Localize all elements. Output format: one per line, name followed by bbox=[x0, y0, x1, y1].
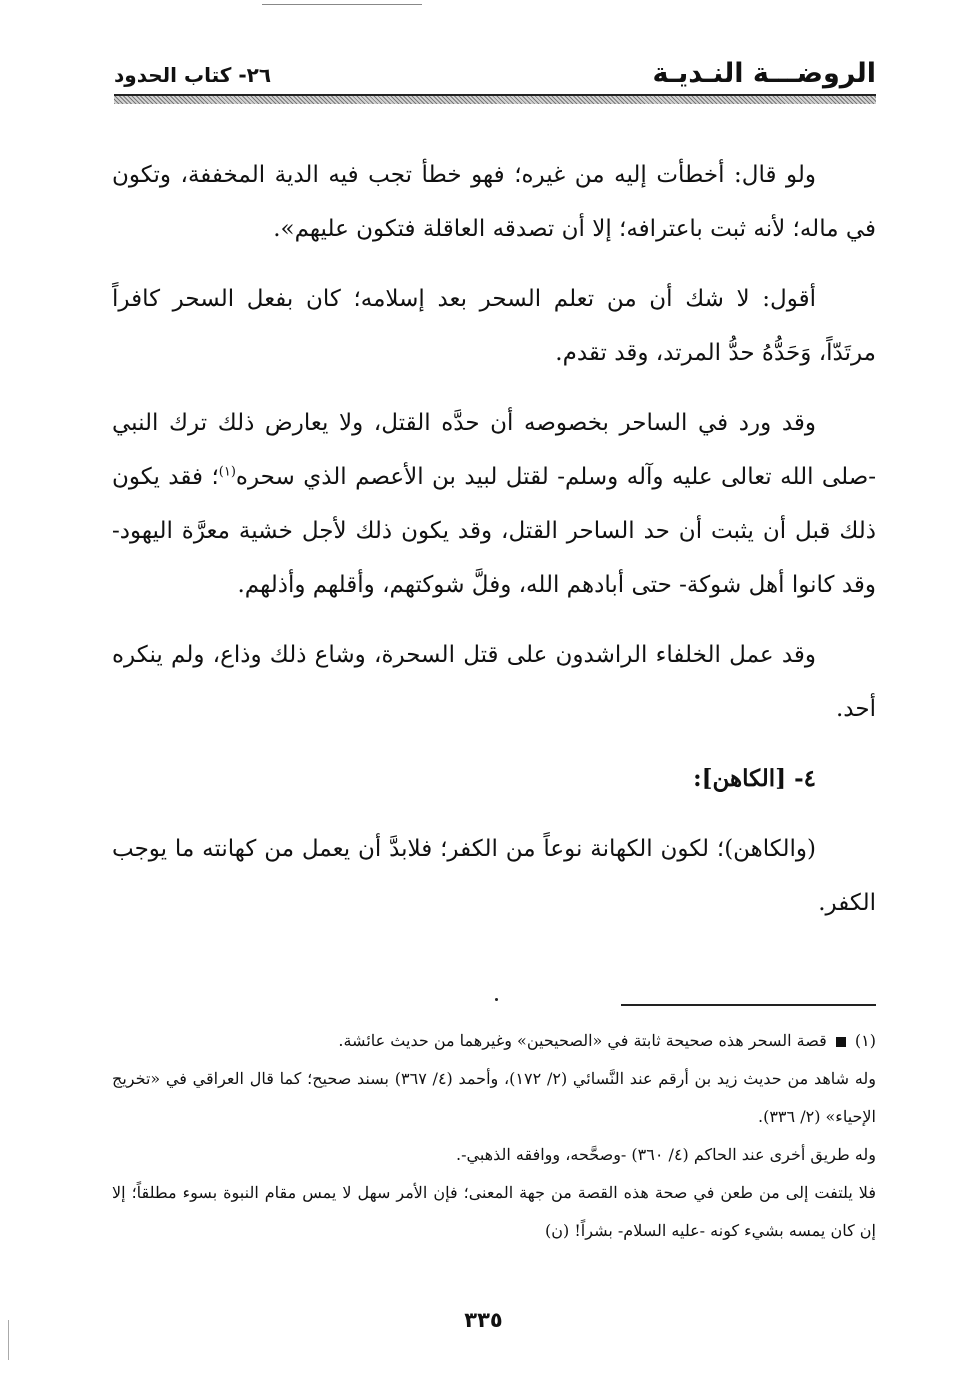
print-dot bbox=[495, 998, 498, 1001]
main-text bbox=[112, 148, 876, 946]
paragraph-caliphs: وقد عمل الخلفاء الراشدون على قتل السحرة، وشاع ذلك وذاع، ولم ينكره أحد. bbox=[112, 642, 876, 722]
header-divider bbox=[114, 94, 876, 104]
footnote-separator bbox=[621, 1004, 876, 1006]
paragraph-soothsayer: (والكاهن)؛ لكون الكهانة نوعاً من الكفر؛ فلابدَّ أن يعمل من كهانته ما يوجب الكفر. bbox=[112, 836, 876, 916]
editor-mark: (ن) bbox=[545, 1221, 570, 1240]
page-number: ٣٣٥ bbox=[464, 1308, 503, 1332]
footnote-4 bbox=[112, 1174, 876, 1250]
paragraph-sorcerer-part-2: ؛ فقد يكون ذلك قبل أن يثبت أن حد الساحر القتل، وقد يكون ذلك لأجل خشية معرَّة اليهود- وقد كانوا أهل شوكة- حتى أبادهم الله، وفلَّ شوكتهم، وأقلهم وأذلهم. bbox=[112, 464, 876, 598]
footnote-3: وله طريق أخرى عند الحاكم (٤/ ٣٦٠) -وصحَّحه، ووافقه الذهبي-. bbox=[456, 1145, 876, 1164]
square-bullet-icon bbox=[836, 1037, 846, 1047]
section-heading: ٤- [الكاهن]: bbox=[693, 765, 816, 792]
top-scan-rule bbox=[262, 4, 422, 5]
footnote-reference: (١) bbox=[218, 464, 236, 480]
paragraph-author-comment: أقول: لا شك أن من تعلم السحر بعد إسلامه؛ كان بفعل السحر كافراً مرتَدّاً، وَحَدُّهُ حدُّ المرتد، وقد تقدم. bbox=[112, 286, 876, 366]
page-header bbox=[114, 58, 876, 90]
footnote-number: (١) bbox=[854, 1031, 876, 1050]
chapter-title: ٢٦- كتاب الحدود bbox=[114, 63, 272, 87]
footnote-1 bbox=[112, 1022, 876, 1060]
margin-scan-mark bbox=[8, 1320, 9, 1360]
paragraph-quote-end: ولو قال: أخطأت إليه من غيره؛ فهو خطأ تجب فيه الدية المخففة، وتكون في ماله؛ لأنه ثبت باعترافه؛ إلا أن تصدقه العاقلة فتكون عليهم». bbox=[112, 162, 876, 242]
footnote-1-text: قصة السحر هذه صحيحة ثابتة في «الصحيحين» وغيرهما من حديث عائشة. bbox=[338, 1031, 827, 1050]
footnote-2: وله شاهد من حديث زيد بن أرقم عند النَّسائي (٢/ ١٧٢)، وأحمد (٤/ ٣٦٧) بسند صحيح؛ كما قال العراقي في «تخريج الإحياء» (٢/ ٣٣٦). bbox=[112, 1069, 877, 1126]
footnote-4-text: فلا يلتفت إلى من طعن في صحة هذه القصة من جهة المعنى؛ فإن الأمر سهل لا يمس مقام النبوة بسوء مطلقاً؛ إلا إن كان يمسه بشيء كونه -عليه السلام- بشراً! bbox=[112, 1183, 876, 1240]
footnotes bbox=[112, 1022, 876, 1250]
paragraph-sorcerer-part-1: وقد ورد في الساحر بخصوصه أن حدَّه القتل، ولا يعارض ذلك ترك النبي -صلى الله تعالى عليه وآله وسلم- لقتل لبيد بن الأعصم الذي سحره bbox=[112, 410, 876, 490]
running-title: الروضـــة النـديـة bbox=[652, 58, 876, 89]
paragraph-sorcerer bbox=[112, 396, 876, 612]
